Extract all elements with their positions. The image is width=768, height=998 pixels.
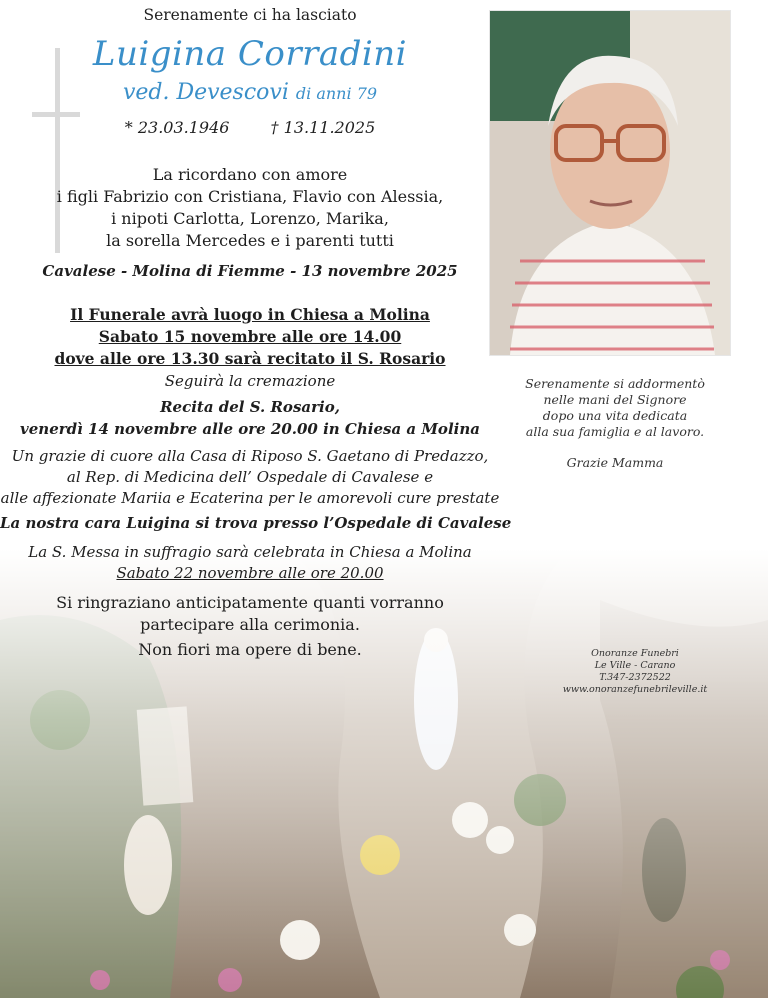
verse-line: dopo una vita dedicata xyxy=(542,408,688,423)
funeral-line: dove alle ore 13.30 sarà recitato il S. Rosario xyxy=(54,349,446,368)
cremation-note: Seguirà la cremazione xyxy=(164,372,336,390)
closing-thanks xyxy=(0,592,500,636)
death-date: † 13.11.2025 xyxy=(270,118,376,137)
funeral-home-phone: T.347-2372522 xyxy=(599,672,671,683)
deceased-name: Luigina Corradini xyxy=(92,34,408,74)
mourners-line: la sorella Mercedes e i parenti tutti xyxy=(106,231,394,250)
location-note: La nostra cara Luigina si trova presso l’Ospedale di Cavalese xyxy=(0,514,512,532)
no-flowers-note: Non fiori ma opere di bene. xyxy=(138,640,362,659)
birth-date: * 23.03.1946 xyxy=(124,118,230,137)
intro-text: Serenamente ci ha lasciato xyxy=(143,6,357,24)
signature-text: Grazie Mamma xyxy=(566,455,664,470)
funeral-home-location: Le Ville - Carano xyxy=(594,660,676,671)
widow-line xyxy=(0,80,500,105)
funeral-line: Sabato 15 novembre alle ore 14.00 xyxy=(98,327,402,346)
funeral-home-website: www.onoranzefunebrileville.it xyxy=(562,684,708,695)
age-text: di anni 79 xyxy=(295,84,378,103)
mourners-line: i figli Fabrizio con Cristiana, Flavio con Alessia, xyxy=(56,187,444,206)
portrait-photo xyxy=(489,10,731,356)
thanks-block xyxy=(0,446,500,509)
thanks-line: alle affezionate Mariia e Ecaterina per le amorevoli cure prestate xyxy=(0,489,500,507)
mass-line: La S. Messa in suffragio sarà celebrata in Chiesa a Molina xyxy=(28,543,472,561)
rosary-details xyxy=(0,396,500,440)
mourners-block xyxy=(0,164,500,252)
funeral-home-name: Onoranze Funebri xyxy=(591,648,679,659)
mourners-line: i nipoti Carlotta, Lorenzo, Marika, xyxy=(111,209,389,228)
verse-line: Serenamente si addormentò xyxy=(525,376,705,391)
thanks-line: Un grazie di cuore alla Casa di Riposo S. Gaetano di Predazzo, xyxy=(11,447,489,465)
mass-details xyxy=(0,542,500,584)
funeral-line: Il Funerale avrà luogo in Chiesa a Molina xyxy=(70,305,430,324)
verse-block xyxy=(500,376,730,440)
dates-row xyxy=(0,118,500,137)
rosary-line: venerdì 14 novembre alle ore 20.00 in Chiesa a Molina xyxy=(20,420,480,438)
funeral-details xyxy=(0,304,500,370)
place-date: Cavalese - Molina di Fiemme - 13 novembre 2025 xyxy=(42,262,458,280)
closing-line: Si ringraziano anticipatamente quanti vorranno xyxy=(56,593,444,612)
thanks-line: al Rep. di Medicina dell’ Ospedale di Cavalese e xyxy=(66,468,434,486)
rosary-line: Recita del S. Rosario, xyxy=(160,398,340,416)
cross-icon-bar xyxy=(32,112,80,117)
mourners-line: La ricordano con amore xyxy=(152,165,348,184)
verse-line: nelle mani del Signore xyxy=(543,392,687,407)
closing-line: partecipare alla cerimonia. xyxy=(140,615,360,634)
portrait-illustration xyxy=(490,11,730,355)
funeral-home-info xyxy=(520,648,750,696)
mass-line: Sabato 22 novembre alle ore 20.00 xyxy=(116,564,384,582)
verse-line: alla sua famiglia e al lavoro. xyxy=(525,424,705,439)
widow-of: ved. Devescovi xyxy=(122,80,289,105)
